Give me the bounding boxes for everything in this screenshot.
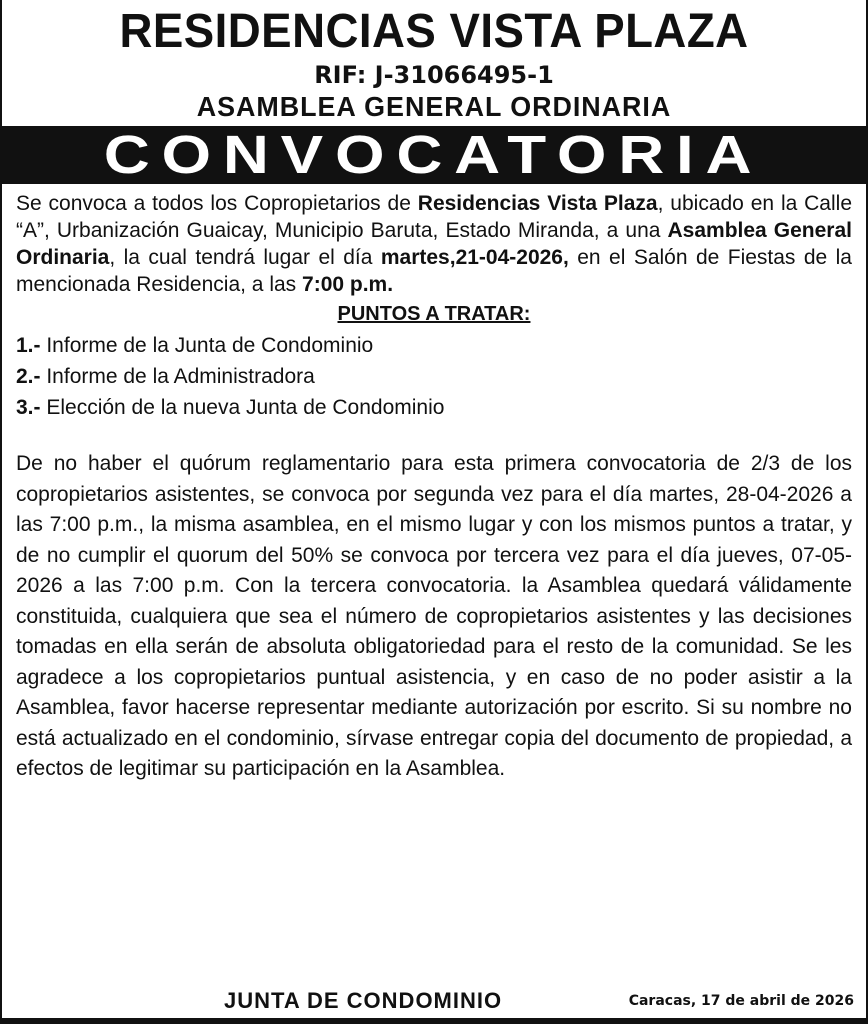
intro-time: 7:00 p.m.	[302, 273, 394, 296]
intro-text-1: Se convoca a todos los Copropietarios de	[16, 192, 418, 215]
convocatoria-banner	[2, 126, 866, 184]
intro-text-2: , ubicado en la Calle “A”, Urbanización Guaicay, Municipio Baruta, Estado Miranda, a una	[16, 192, 853, 242]
intro-residence-name: Residencias Vista Plaza	[417, 192, 658, 215]
agenda-item	[16, 361, 852, 392]
banner-text: CONVOCATORIA	[104, 125, 764, 185]
agenda-item	[16, 392, 852, 423]
intro-assembly-type: Asamblea General Ordinaria	[16, 219, 852, 269]
notice-footer	[2, 982, 866, 1016]
intro-date: martes,21-04-2026,	[380, 246, 569, 269]
intro-paragraph	[16, 190, 852, 298]
agenda-title: PUNTOS A TRATAR:	[337, 303, 531, 325]
assembly-subtitle: ASAMBLEA GENERAL ORDINARIA	[196, 91, 672, 122]
agenda-item-number: 1.-	[16, 334, 41, 357]
agenda-item-number: 3.-	[16, 396, 41, 419]
intro-text-3: , la cual tendrá lugar el día	[109, 246, 381, 269]
residence-title: RESIDENCIAS VISTA PLAZA	[119, 5, 749, 58]
rif-number: RIF: J-31066495-1	[314, 61, 554, 89]
agenda-item-text: Informe de la Administradora	[40, 365, 315, 388]
notice-body	[2, 184, 866, 785]
issue-date: Caracas, 17 de abril de 2026	[628, 993, 854, 1009]
bottom-border	[2, 1018, 866, 1024]
signature-junta: JUNTA DE CONDOMINIO	[224, 988, 503, 1013]
agenda-item-number: 2.-	[16, 365, 41, 388]
quorum-paragraph: De no haber el quórum reglamentario para esta primera convocatoria de 2/3 de los copropietarios asistentes, se convoca por segunda vez para el día martes, 28-04-2026 a las 7:00 p.m., la misma asamblea, en el mismo lugar y con los mismos puntos a tratar, y de no cumplir el quorum del 50% se convoca por tercera vez para el día jueves, 07-05-2026 a las 7:00 p.m. Con la tercera convocatoria. la Asamblea quedará válidamente constituida, cualquiera que sea el número de copropietarios asistentes y las decisiones tomadas en ella serán de absoluta obligatoriedad para el resto de la comunidad. Se les agradece a los copropietarios puntual asistencia, y en caso de no poder asistir a la Asamblea, favor hacerse representar mediante autorización por escrito. Si su nombre no está actualizado en el condominio, sírvase entregar copia del documento de propiedad, a efectos de legitimar su participación en la Asamblea.	[16, 452, 852, 780]
agenda-item-text: Elección de la nueva Junta de Condominio	[40, 396, 445, 419]
intro-text-4: en el Salón de Fiestas de la mencionada Residencia, a las	[16, 246, 852, 296]
agenda-item	[16, 330, 852, 361]
agenda-list	[16, 330, 852, 423]
agenda-item-text: Informe de la Junta de Condominio	[40, 334, 374, 357]
notice-header	[2, 0, 866, 124]
